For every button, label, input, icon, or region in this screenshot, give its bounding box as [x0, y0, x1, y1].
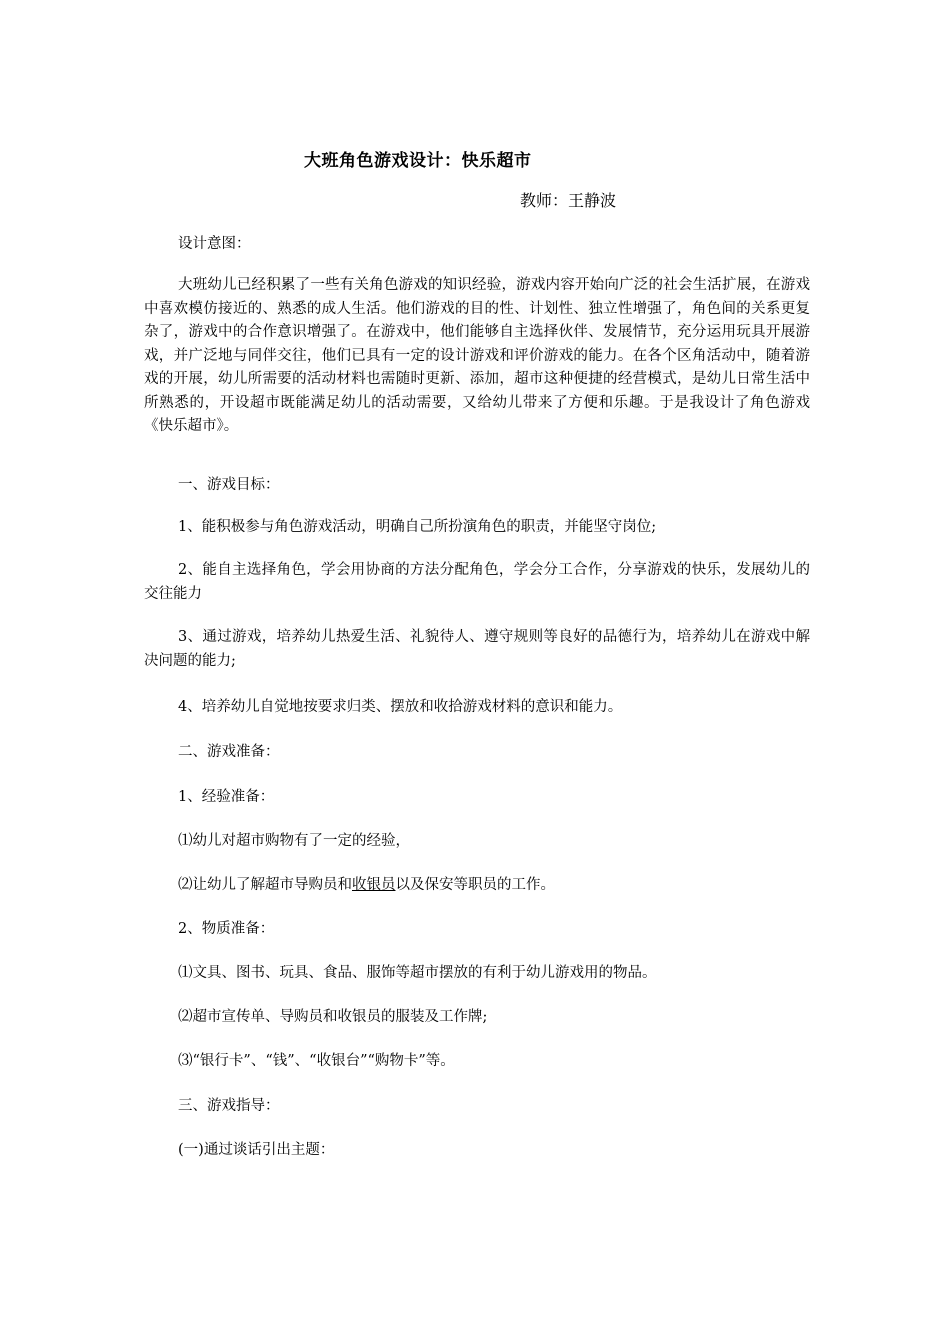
- material-item-3: ⑶“银行卡”、“钱”、“收银台”“购物卡”等。: [178, 1053, 455, 1069]
- experience-item-2-text-a: ⑵让幼儿了解超市导购员和: [178, 877, 352, 893]
- experience-item-1: ⑴幼儿对超市购物有了一定的经验，: [178, 833, 410, 849]
- document-title: 大班角色游戏设计：快乐超市: [304, 151, 532, 171]
- design-intent-heading: 设计意图：: [178, 236, 251, 252]
- section-goals-heading: 一、游戏目标：: [178, 477, 280, 493]
- goal-item-4: 4、培养幼儿自觉地按要求归类、摆放和收拾游戏材料的意识和能力。: [178, 699, 623, 715]
- goal-item-3: 3、通过游戏，培养幼儿热爱生活、礼貌待人、遵守规则等良好的品德行为，培养幼儿在游戏中解决问题的能力;: [144, 629, 810, 669]
- material-preparation-heading: 2、物质准备：: [178, 921, 275, 937]
- section-guidance-heading: 三、游戏指导：: [178, 1098, 280, 1114]
- material-item-1: ⑴文具、图书、玩具、食品、服饰等超市摆放的有利于幼儿游戏用的物品。: [178, 965, 657, 981]
- goal-item-1: 1、能积极参与角色游戏活动，明确自己所扮演角色的职责，并能坚守岗位;: [178, 519, 657, 535]
- material-item-2: ⑵超市宣传单、导购员和收银员的服装及工作牌;: [178, 1009, 488, 1025]
- experience-preparation-heading: 1、经验准备：: [178, 789, 275, 805]
- section-preparation-heading: 二、游戏准备：: [178, 744, 280, 760]
- guidance-subheading-1: (一)通过谈话引出主题：: [178, 1142, 335, 1158]
- author-line: 教师：王静波: [520, 191, 617, 210]
- goal-item-2: 2、能自主选择角色，学会用协商的方法分配角色，学会分工合作，分享游戏的快乐，发展幼儿的交往能力: [144, 562, 810, 602]
- design-intent-paragraph: 大班幼儿已经积累了一些有关角色游戏的知识经验，游戏内容开始向广泛的社会生活扩展，在游戏中喜欢模仿接近的、熟悉的成人生活。他们游戏的目的性、计划性、独立性增强了，角色间的关系更复杂了，游戏中的合作意识增强了。在游戏中，他们能够自主选择伙伴、发展情节，充分运用玩具开展游戏，并广泛地与同伴交往，他们已具有一定的设计游戏和评价游戏的能力。在各个区角活动中，随着游戏的开展，幼儿所需要的活动材料也需随时更新、添加，超市这种便捷的经营模式，是幼儿日常生活中所熟悉的，开设超市既能满足幼儿的活动需要，又给幼儿带来了方便和乐趣。于是我设计了角色游戏《快乐超市》。: [144, 277, 810, 434]
- experience-item-2: [178, 874, 844, 898]
- experience-item-2-text-b: 以及保安等职员的工作。: [395, 877, 555, 893]
- cashier-underlined-term: 收银员: [352, 877, 396, 893]
